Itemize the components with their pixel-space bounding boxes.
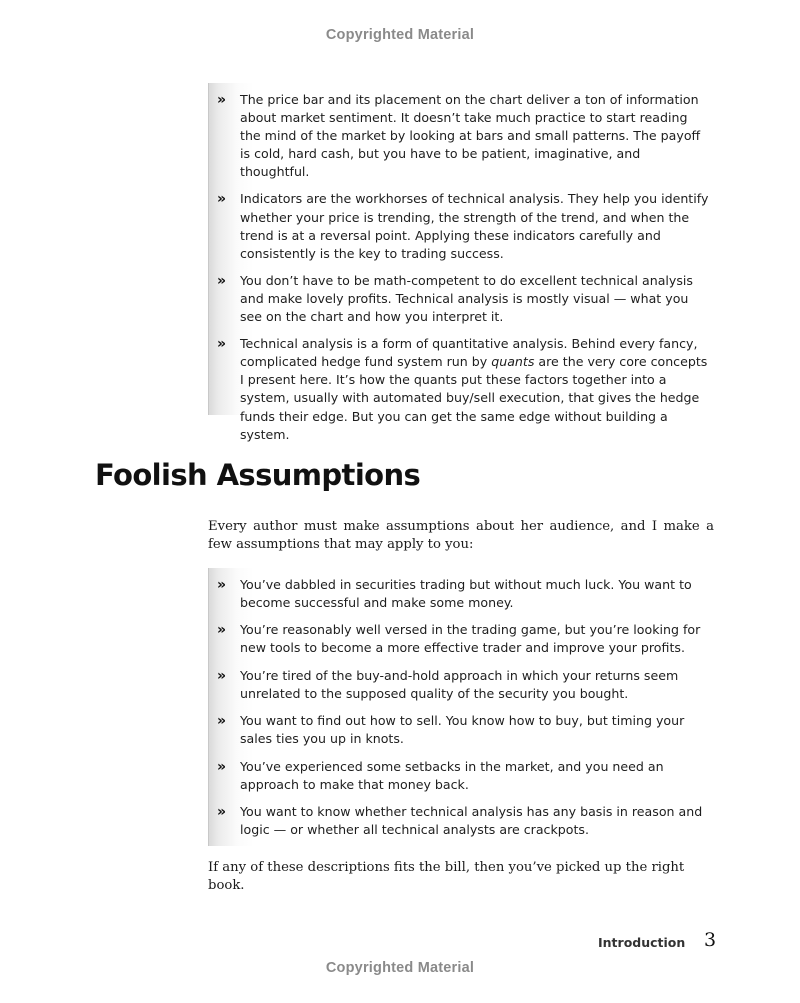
- assumptions-list: [208, 568, 714, 846]
- double-chevron-icon: »: [217, 336, 225, 353]
- list-item-text: You want to know whether technical analysis has any basis in reason and logic — or whether all technical analysts are crackpots.: [240, 803, 703, 837]
- section-heading: Foolish Assumptions: [95, 458, 421, 492]
- list-item-text: You’re tired of the buy-and-hold approach in which your returns seem unrelated to the supposed quality of the security you bought.: [240, 667, 679, 701]
- double-chevron-icon: »: [217, 758, 225, 775]
- list-item-text: The price bar and its placement on the chart deliver a ton of information about market sentiment. It doesn’t take much practice to start reading the mind of the market by looking at bars and small patterns. The payoff is cold, hard cash, but you have to be patient, imaginative, and thoughtful.: [240, 92, 701, 180]
- double-chevron-icon: »: [217, 577, 225, 593]
- list-item: [209, 335, 714, 444]
- double-chevron-icon: »: [217, 803, 225, 820]
- double-chevron-icon: »: [217, 667, 225, 684]
- list-item: [209, 758, 714, 794]
- list-item-text: Technical analysis is a form of quantitative analysis. Behind every fancy, complicated hedge fund system run by quants are the very core concepts I present here. It’s how the quants put these factors together into a system, usually with automated buy/sell execution, that gives the hedge funds their edge. But you can get the same edge without building a system.: [240, 336, 708, 442]
- list-item: [209, 667, 714, 703]
- list-item: [209, 712, 714, 748]
- double-chevron-icon: »: [217, 713, 225, 730]
- list-item: [209, 803, 714, 839]
- key-points-list: [208, 83, 714, 442]
- double-chevron-icon: »: [217, 191, 225, 208]
- list-item-text: You’ve experienced some setbacks in the market, and you need an approach to make that money back.: [240, 758, 664, 792]
- closing-paragraph: If any of these descriptions fits the bill, then you’ve picked up the right book.: [208, 860, 685, 894]
- list-item-text: Indicators are the workhorses of technical analysis. They help you identify whether your price is trending, the strength of the trend, and when the trend is at a reversal point. Applying these indicators carefully and consistently is the key to trading success.: [240, 191, 709, 261]
- quants-emphasis: quants: [491, 354, 535, 370]
- double-chevron-icon: »: [217, 622, 225, 639]
- copyright-watermark-top: Copyrighted Material: [325, 27, 475, 43]
- list-item-text: You’re reasonably well versed in the trading game, but you’re looking for new tools to become a more effective trader and improve your profits.: [240, 622, 701, 656]
- list-item-text: You’ve dabbled in securities trading but without much luck. You want to become successful and make some money.: [240, 577, 692, 611]
- list-item: [209, 272, 714, 326]
- list-item: [209, 190, 714, 262]
- list-item: [209, 576, 714, 612]
- page-number: 3: [704, 929, 717, 951]
- list-item-text: You want to find out how to sell. You know how to buy, but timing your sales ties you up in knots.: [240, 713, 685, 747]
- list-item-text: You don’t have to be math-competent to do excellent technical analysis and make lovely profits. Technical analysis is mostly visual — what you see on the chart and how you interpret it.: [240, 272, 693, 325]
- list-item: [209, 621, 714, 657]
- double-chevron-icon: »: [217, 92, 225, 108]
- double-chevron-icon: »: [217, 272, 225, 289]
- footer-section-label: Introduction: [598, 935, 686, 950]
- list-item: [209, 91, 714, 181]
- intro-paragraph: Every author must make assumptions about her audience, and I make a few assumptions that may apply to you:: [208, 519, 714, 553]
- copyright-watermark-bottom: Copyrighted Material: [325, 960, 475, 976]
